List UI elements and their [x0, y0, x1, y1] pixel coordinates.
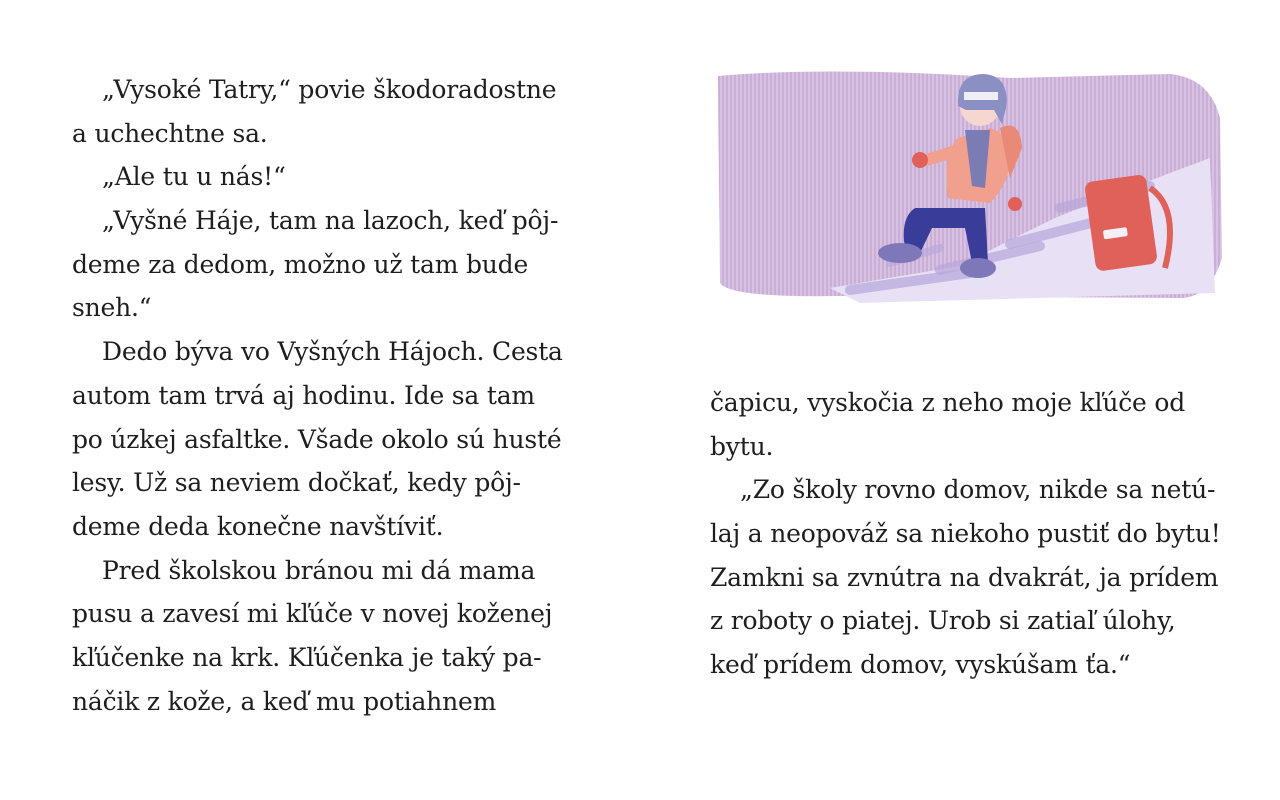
text-line: kľúčenke na krk. Kľúčenka je taký pa-	[72, 642, 542, 672]
text-line: po úzkej asfaltke. Všade okolo sú husté	[72, 424, 562, 454]
text-line: náčik z kože, a keď mu potiahnem	[72, 686, 497, 716]
text-line: sneh.“	[72, 293, 152, 323]
text-line: Dedo býva vo Vyšných Hájoch. Cesta	[102, 337, 563, 367]
text-line: Zamkni sa zvnútra na dvakrát, ja prídem	[710, 562, 1219, 592]
boy-boot	[878, 243, 922, 263]
text-line: „Vysoké Tatry,“ povie škodoradostne	[102, 75, 557, 104]
boy-mitten	[912, 152, 928, 168]
text-line: autom tam trvá aj hodinu. Ide sa tam	[72, 380, 535, 410]
right-page	[640, 0, 1280, 800]
text-line: z roboty o piatej. Urob si zatiaľ úlohy,	[710, 606, 1176, 636]
text-line: „Vyšné Háje, tam na lazoch, keď pôj-	[102, 206, 559, 236]
text-line: „Zo školy rovno domov, nikde sa netú-	[740, 475, 1216, 505]
text-line: a uchechtne sa.	[72, 118, 268, 148]
boy-on-stairs-illustration	[710, 58, 1230, 313]
text-line: keď prídem domov, vyskúšam ťa.“	[710, 650, 1131, 680]
text-line: deme deda konečne navštíviť.	[72, 511, 444, 541]
boy-boot	[960, 258, 996, 278]
text-line: lesy. Už sa neviem dočkať, kedy pôj-	[72, 468, 521, 498]
text-line: Pred školskou bránou mi dá mama	[102, 555, 536, 585]
text-line: „Ale tu u nás!“	[102, 162, 286, 192]
text-line: pusu a zavesí mi kľúče v novej koženej	[72, 599, 553, 629]
left-page-text	[72, 68, 592, 723]
right-page-text	[710, 381, 1240, 687]
text-line: bytu.	[710, 431, 774, 461]
text-line: laj a neopováž sa niekoho pustiť do bytu!	[710, 519, 1221, 549]
text-line: deme za dedom, možno už tam bude	[72, 249, 529, 279]
text-line: čapicu, vyskočia z neho moje kľúče od	[710, 388, 1186, 417]
